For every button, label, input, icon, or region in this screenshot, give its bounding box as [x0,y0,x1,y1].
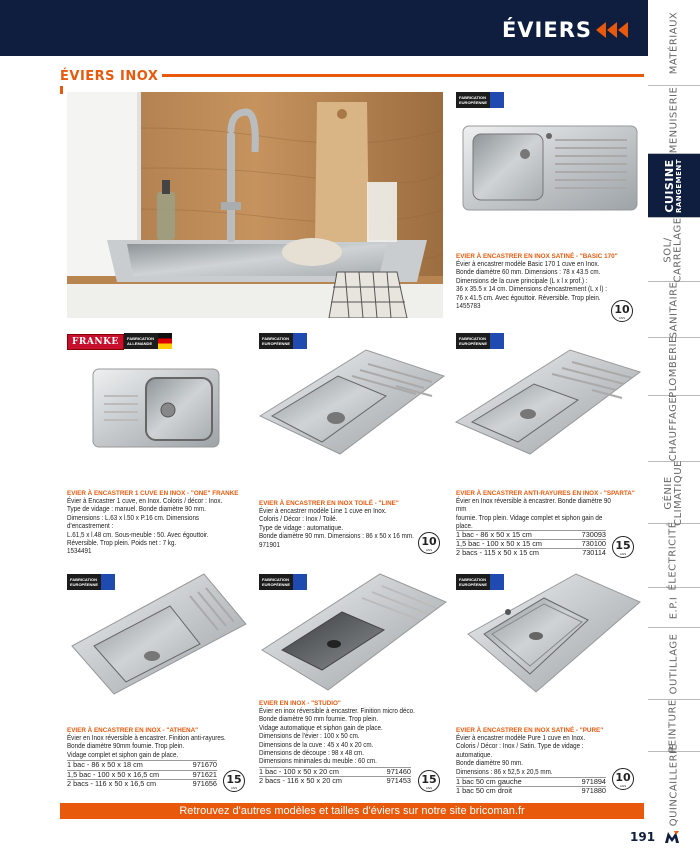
franke-logo: FRANKE [67,334,124,350]
product-description: Évier à encastrer modèle Pure 1 cuve en Inox. Coloris / Décor : Inox / Satin. Type de vidage : automatique. Bonde diamètre 90 mm. Dimensions : 86 x 52,5 x 20,5 mm. [456,733,586,776]
sidebar-item-chauffage[interactable]: CHAUFFAGE [648,396,700,462]
sidebar-item-electricite[interactable]: ÉLECTRICITÉ [648,524,700,588]
sidebar-item-plomberie[interactable]: PLOMBERIE [648,338,700,396]
product-one-franke [67,490,255,556]
page-title: ÉVIERS [501,18,592,42]
variant-table [67,760,217,788]
guarantee-badge: 10 ANS [612,768,634,790]
guarantee-badge: 15 ANS [418,770,440,792]
product-title: EVIER À ENCASTRER 1 CUVE EN INOX - "ONE" FRANKE [67,490,239,497]
product-description: Évier en inox réversible à encastrer. Finition micro déco. Bonde diamètre 90 mm fournie. Trop plein. Vidage automatique et siphon gain de place. Dimensions de l'évier : 100 x 50 cm. Dimensions de la cuve : 45 x 40 x 20 cm. Dimensions de découpe : 98 x 48 cm. Dimensions minimales du meuble : 60 cm. [259,706,415,766]
sidebar-item-epi[interactable]: E.P.I [648,588,700,628]
pure-image [466,572,642,698]
product-title: EVIER EN INOX - "STUDIO" [259,700,341,707]
sidebar-item-sanitaire[interactable]: SANITAIRE [648,282,700,338]
guarantee-badge: 15 ANS [223,770,245,792]
product-description: Évier en Inox réversible à encastrer. Finition anti-rayures. Bonde diamètre 90mm fournie. Trop plein. Vidage complet et siphon gain de place. [67,733,226,759]
product-title: EVIER À ENCASTRER EN INOX SATINÉ - "PURE" [456,727,604,734]
bricoman-logo-icon [664,829,680,845]
variant-row: 1 bac - 100 x 50 x 20 cm 971460 [259,766,411,776]
line-image [256,346,446,458]
sidebar-item-peinture[interactable]: PEINTURE [648,700,700,752]
section-title: ÉVIERS INOX [60,69,159,84]
product-description: Évier à encastrer modèle Line 1 cuve en Inox. Coloris / Décor : Inox / Toilé. Type de vidage : automatique. Bonde diamètre 90 mm. Dimensions : 86 x 50 x 16 mm. 971901 [259,506,414,549]
triple-chevron-icon [594,20,630,40]
variant-row: 1 bac 50 cm droit 971880 [456,786,606,796]
sidebar-item-cuisine[interactable]: CUISINE RANGEMENT [648,154,700,218]
product-title: EVIER À ENCASTRER ANTI-RAYURES EN INOX - "SPARTA" [456,490,635,497]
sidebar-item-genie-climatique[interactable]: GÉNIE CLIMATIQUE [648,462,700,524]
product-description: Évier à Encastrer 1 cuve, en Inox. Coloris / décor : Inox. Type de vidage : manuel. Bonde diamètre 90 mm. Dimensions : L.63 x l.50 x P.16 cm. Dimensions d'encastrement : L.61,5 x l.48 cm. Sous-meuble : 50. Avec égouttoir. Réversible. Trop plein. Poids net : 7 kg. 1534491 [67,496,223,556]
badge-european: FABRICATION EUROPÉENNE [259,574,307,590]
one-franke-image [90,366,222,450]
variant-row: 2 bacs - 116 x 50 x 16,5 cm 971656 [67,779,217,789]
header-banner [0,0,648,56]
variant-table [456,777,606,796]
product-title: EVIER À ENCASTRER EN INOX TOILÉ - "LINE" [259,500,399,507]
badge-european: FABRICATION EUROPÉENNE [456,92,504,108]
badge-european: FABRICATION EUROPÉENNE [259,333,307,349]
sparta-image [452,346,642,458]
product-description: Évier en Inox réversible à encastrer. Bonde diamètre 90 mm fournie. Trop plein. Vidage complet et siphon gain de place. [456,496,611,531]
guarantee-badge: 10 ANS [418,532,440,554]
footer-banner[interactable]: Retrouvez d'autres modèles et tailles d'éviers sur notre site bricoman.fr [60,803,644,819]
variant-row: 1,5 bac - 100 x 50 x 16,5 cm 971621 [67,769,217,779]
product-description: Évier à encastrer modèle Basic 170 1 cuve en Inox. Bonde diamètre 60 mm. Dimensions : 78 x 43.5 cm. Dimensions de la cuve principale (L x l x prof.) : 36 x 35.5 x 14 cm. Dimensions d'encastrement (L x l) : 76 x 41.5 cm. Avec égouttoir. Réversible. Trop plein. 1455783 [456,259,607,311]
variant-table [456,530,606,558]
section-rule [162,74,644,77]
variant-row: 2 bacs - 115 x 50 x 15 cm 730114 [456,548,606,558]
badge-european: FABRICATION EUROPÉENNE [67,574,115,590]
guarantee-badge: 15 ANS [612,536,634,558]
variant-table [259,767,411,786]
studio-image [258,572,448,694]
sidebar-item-outillage[interactable]: OUTILLAGE [648,628,700,700]
guarantee-badge: 10 ANS [611,300,633,322]
basic-170-image [459,122,641,214]
athena-image [70,572,248,696]
badge-german: FABRICATION ALLEMANDE [124,333,172,349]
sidebar-item-quincaillerie[interactable]: QUINCAILLERIE [668,743,680,827]
variant-row: 1,5 bac - 100 x 50 x 15 cm 730100 [456,539,606,549]
page-number: 191 [630,830,656,844]
german-flag-icon [158,333,172,349]
badge-european: FABRICATION EUROPÉENNE [456,333,504,349]
variant-row: 1 bac - 86 x 50 x 18 cm 971670 [67,760,217,770]
eu-flag-icon [490,92,504,108]
badge-european: FABRICATION EUROPÉENNE [456,574,504,590]
variant-row: 2 bacs - 116 x 50 x 20 cm 971453 [259,776,411,786]
category-sidebar [648,0,700,827]
product-title: EVIER À ENCASTRER EN INOX - "ATHENA" [67,727,199,734]
product-title: EVIER À ENCASTRER EN INOX SATINÉ - "BASIC 170" [456,253,618,260]
variant-row: 1 bac 50 cm gauche 971894 [456,777,606,787]
sidebar-item-materiaux[interactable]: MATÉRIAUX [648,0,700,86]
sidebar-item-menuiserie[interactable]: MENUISERIE [648,86,700,154]
sidebar-item-sol-carrelage[interactable]: SOL/ CARRELAGE [648,218,700,282]
section-tick [60,86,63,94]
kitchen-photo [67,92,443,318]
variant-row: 1 bac - 86 x 50 x 15 cm 730093 [456,529,606,539]
